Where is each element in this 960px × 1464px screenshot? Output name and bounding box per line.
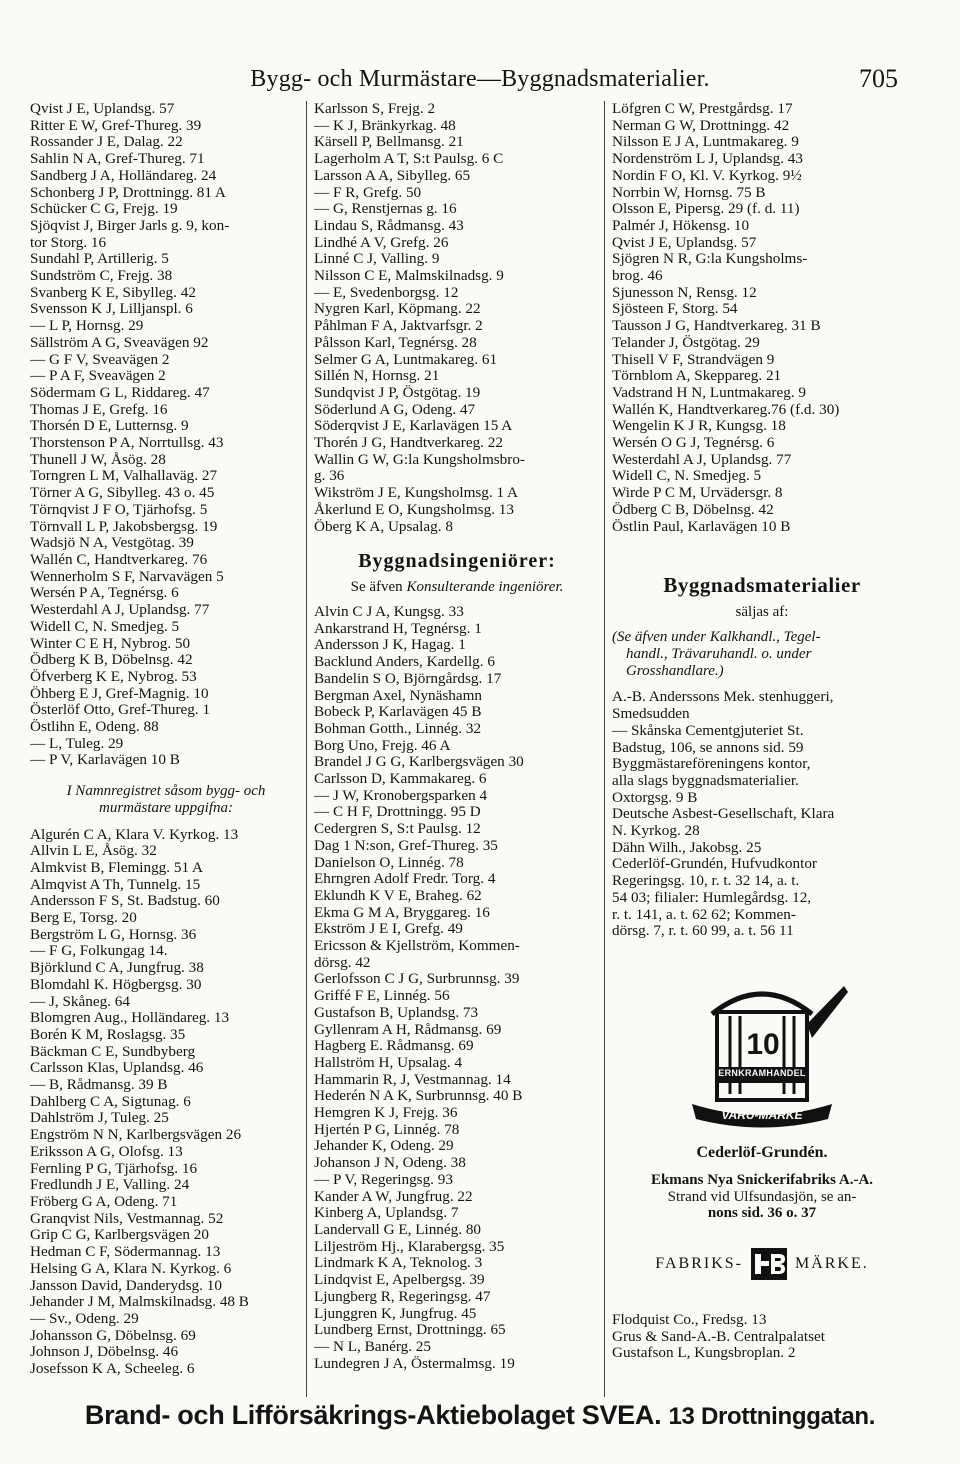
directory-entry: Gustafson L, Kungsbroplan. 2 — [612, 1345, 796, 1362]
directory-entry: Almkvist B, Flemingg. 51 A — [30, 859, 203, 876]
directory-entry: N. Kyrkog. 28 — [612, 823, 700, 840]
directory-entry: — Skånska Cementgjuteriet St. — [612, 722, 804, 739]
directory-entry: Eklundh K V E, Braheg. 62 — [314, 887, 482, 904]
column-1 — [30, 101, 302, 1378]
directory-entry: — J, Skåneg. 64 — [30, 993, 130, 1010]
directory-entry: Gustafson B, Uplandsg. 73 — [314, 1004, 479, 1021]
directory-entry: Karlsson S, Frejg. 2 — [314, 101, 436, 117]
directory-entry: Eriksson A G, Olofsg. 13 — [30, 1143, 183, 1160]
directory-entry: Wallén C, Handtverkareg. 76 — [30, 551, 208, 568]
footer-address: 13 Drottninggatan. — [668, 1403, 876, 1430]
directory-entry: Engström N N, Karlbergsvägen 26 — [30, 1127, 242, 1144]
directory-entry: Thorén J G, Handtverkareg. 22 — [314, 435, 503, 452]
materials-list — [612, 689, 912, 940]
directory-entry: Hammarin R, J, Vestmannag. 14 — [314, 1071, 511, 1088]
directory-entry: Jansson David, Danderydsg. 10 — [30, 1277, 222, 1294]
directory-entry: Österlöf Otto, Gref-Thureg. 1 — [30, 702, 211, 719]
column-divider — [306, 101, 307, 1397]
directory-entry: Bobeck P, Karlavägen 45 B — [314, 704, 482, 721]
see-also-link: Konsulterande ingeniörer. — [406, 579, 564, 596]
directory-entry: Olsson E, Pipersg. 29 (f. d. 11) — [612, 201, 800, 218]
directory-entry: Nordin F O, Kl. V. Kyrkog. 9½ — [612, 167, 802, 184]
ekman-line-3: nons sid. 36 o. 37 — [707, 1205, 817, 1222]
builder-list-b — [30, 827, 302, 1378]
directory-entry: Wersén O G J, Tegnérsg. 6 — [612, 435, 775, 452]
directory-entry: Sundström C, Frejg. 38 — [30, 268, 173, 285]
directory-entry: Ljunggren K, Jungfrug. 45 — [314, 1305, 477, 1322]
directory-entry: Smedsudden — [612, 706, 690, 723]
directory-entry: Wadsjö N A, Vestgötag. 39 — [30, 535, 194, 552]
directory-entry: Östlin Paul, Karlavägen 10 B — [612, 518, 791, 535]
directory-entry: Thorstenson P A, Norrtullsg. 43 — [30, 435, 224, 452]
column-3 — [612, 101, 912, 1362]
logo-banner: VARU-MÄRKE — [721, 1107, 803, 1122]
directory-entry: — P V, Regeringsg. 93 — [314, 1171, 453, 1188]
directory-entry: Kinberg A, Uplandsg. 7 — [314, 1205, 459, 1222]
directory-entry: Cederlöf-Grundén, Hufvudkontor — [612, 856, 817, 873]
directory-entry: — P V, Karlavägen 10 B — [30, 752, 180, 769]
watering-can-logo — [672, 954, 852, 1134]
directory-entry: Sundahl P, Artillerig. 5 — [30, 251, 169, 268]
directory-entry: Fredlundh J E, Valling. 24 — [30, 1177, 190, 1194]
directory-entry: Palmér J, Hökensg. 10 — [612, 217, 750, 234]
directory-entry: Borén K M, Roslagsg. 35 — [30, 1026, 186, 1043]
directory-entry: Lundberg Ernst, Drottningg. 65 — [314, 1322, 506, 1339]
directory-entry: Törner A G, Sibylleg. 43 o. 45 — [30, 485, 215, 502]
directory-entry: Påhlman F A, Jaktvarfsgr. 2 — [314, 318, 483, 335]
directory-entry: Gerlofsson C J G, Surbrunnsg. 39 — [314, 971, 520, 988]
page-footer — [0, 1400, 960, 1440]
directory-entry: Wallén K, Handtverkareg.76 (f.d. 30) — [612, 401, 840, 418]
directory-entry: Nygren Karl, Köpmang. 22 — [314, 301, 481, 318]
directory-entry: Ljungberg R, Regeringsg. 47 — [314, 1288, 491, 1305]
directory-entry: Thorsén D E, Lutternsg. 9 — [30, 418, 189, 435]
directory-entry: Lindmark K A, Teknolog. 3 — [314, 1255, 483, 1272]
directory-entry: Sillén N, Hornsg. 21 — [314, 368, 440, 385]
footer-company: Brand- och Lifförsäkrings-Aktiebolaget SVEA. — [84, 1400, 662, 1430]
directory-entry: r. t. 141, a. t. 62 62; Kommen- — [612, 906, 796, 923]
directory-entry: Thomas J E, Grefg. 16 — [30, 401, 168, 418]
directory-entry: Ekma G M A, Bryggareg. 16 — [314, 904, 490, 921]
directory-entry: Winter C E H, Nybrog. 50 — [30, 635, 191, 652]
directory-entry: Bandelin S O, Björngårdsg. 17 — [314, 670, 502, 687]
directory-entry: Bohman Gotth., Linnég. 32 — [314, 720, 482, 737]
directory-entry: — F R, Grefg. 50 — [314, 184, 422, 201]
page-number: 705 — [859, 64, 898, 93]
directory-entry: 54 03; filialer: Humlegårdsg. 12, — [612, 889, 812, 906]
directory-entry: Törnblom A, Skeppareg. 21 — [612, 368, 782, 385]
directory-entry: Törnvall L P, Jakobsbergsg. 19 — [30, 518, 218, 535]
directory-entry: — L, Tuleg. 29 — [30, 735, 124, 752]
directory-entry: Schücker C G, Frejg. 19 — [30, 201, 178, 218]
directory-entry: Johnson J, Döbelnsg. 46 — [30, 1344, 179, 1361]
directory-entry: tor Storg. 16 — [30, 234, 107, 251]
register-note-line-1: I Namnregistret såsom bygg- och — [66, 783, 266, 800]
directory-entry: Schonberg J P, Drottningg. 81 A — [30, 184, 226, 201]
materials-list-b — [612, 1312, 912, 1362]
materials-see-also-2: handl., Trävaruhandl. o. under — [626, 645, 812, 662]
directory-entry: Nerman G W, Drottningg. 42 — [612, 117, 790, 134]
register-note-line-2: murmästare uppgifna: — [98, 799, 234, 816]
logo-number: 10 — [746, 1027, 780, 1061]
directory-entry: Sjunesson N, Rensg. 12 — [612, 284, 757, 301]
directory-entry: Sandberg J A, Holländareg. 24 — [30, 167, 217, 184]
directory-entry: Sundqvist J P, Östgötag. 19 — [314, 384, 481, 401]
directory-entry: Sällström A G, Sveavägen 92 — [30, 334, 209, 351]
directory-entry: Allvin L E, Åsög. 32 — [30, 843, 157, 860]
directory-entry: Östlihn E, Odeng. 88 — [30, 719, 159, 736]
directory-entry: Pålsson Karl, Tegnérsg. 28 — [314, 334, 477, 351]
directory-entry: Dahlström J, Tuleg. 25 — [30, 1110, 169, 1127]
builder-list-d — [612, 101, 912, 535]
engineer-list — [314, 604, 600, 1372]
directory-entry: Grip C G, Karlbergsvägen 20 — [30, 1227, 209, 1244]
directory-entry: — N L, Banérg. 25 — [314, 1338, 431, 1355]
directory-entry: Ekström J E I, Grefg. 49 — [314, 921, 463, 938]
directory-entry: Lagerholm A T, S:t Paulsg. 6 C — [314, 151, 504, 168]
see-also-prefix: Se äfven — [350, 579, 403, 596]
directory-entry: Sjösteen F, Storg. 54 — [612, 301, 738, 318]
directory-entry: — Sv., Odeng. 29 — [30, 1310, 139, 1327]
directory-entry: Hedman C F, Södermannag. 13 — [30, 1244, 221, 1261]
directory-entry: — L P, Hornsg. 29 — [30, 318, 144, 335]
directory-entry: Widell C, N. Smedjeg. 5 — [612, 468, 762, 485]
directory-entry: Söderqvist J E, Karlavägen 15 A — [314, 418, 513, 435]
directory-entry: Kärsell P, Bellmansg. 21 — [314, 134, 464, 151]
engineers-see-also — [314, 579, 600, 596]
directory-entry: Gyllenram A H, Rådmansg. 69 — [314, 1021, 502, 1038]
directory-entry: Widell C, N. Smedjeg. 5 — [30, 618, 180, 635]
builder-list-a — [30, 101, 302, 769]
materials-see-also-3: Grosshandlare.) — [626, 662, 724, 679]
section-heading-materials: Byggnadsmaterialier — [663, 573, 861, 598]
section-heading-engineers: Byggnadsingeniörer: — [358, 550, 556, 573]
directory-entry: Lundegren J A, Östermalmsg. 19 — [314, 1355, 515, 1372]
logo-band-text: ERNKRAMHANDEL — [718, 1067, 806, 1078]
directory-entry: Bergman Axel, Nynäshamn — [314, 687, 483, 704]
directory-entry: Ankarstrand H, Tegnérsg. 1 — [314, 620, 482, 637]
directory-entry: Hjertén P G, Linnég. 78 — [314, 1121, 460, 1138]
directory-entry: Södermam G L, Riddareg. 47 — [30, 384, 210, 401]
directory-entry: g. 36 — [314, 468, 345, 485]
trademark-icon — [749, 1244, 789, 1284]
directory-entry: Griffé F E, Linnég. 56 — [314, 988, 450, 1005]
directory-entry: Vadstrand H N, Luntmakareg. 9 — [612, 384, 807, 401]
directory-entry: Algurén C A, Klara V. Kyrkog. 13 — [30, 826, 239, 843]
directory-entry: Bergström L G, Hornsg. 36 — [30, 926, 197, 943]
directory-entry: Wallin G W, G:la Kungsholmsbro- — [314, 451, 525, 468]
directory-entry: Hederén N A K, Surbrunnsg. 40 B — [314, 1088, 523, 1105]
directory-entry: A.-B. Anderssons Mek. stenhuggeri, — [612, 689, 834, 706]
directory-entry: Lindqvist E, Apelbergsg. 39 — [314, 1272, 485, 1289]
directory-entry: dörsg. 7, r. t. 60 99, a. t. 56 11 — [612, 923, 794, 940]
directory-entry: Tausson J G, Handtverkareg. 31 B — [612, 318, 821, 335]
directory-entry: Helsing G A, Klara N. Kyrkog. 6 — [30, 1260, 232, 1277]
directory-entry: Hagberg E. Rådmansg. 69 — [314, 1038, 474, 1055]
directory-entry: Carlsson D, Kammakareg. 6 — [314, 771, 487, 788]
directory-entry: Oxtorgsg. 9 B — [612, 789, 698, 806]
directory-entry: Byggmästareföreningens kontor, — [612, 756, 811, 773]
directory-entry: Dähn Wilh., Jakobsg. 25 — [612, 839, 762, 856]
page-header — [0, 60, 960, 100]
directory-entry: Blomdahl K. Högbergsg. 30 — [30, 976, 202, 993]
directory-entry: Cedergren S, S:t Paulsg. 12 — [314, 821, 481, 838]
directory-entry: Thisell V F, Strandvägen 9 — [612, 351, 775, 368]
directory-entry: Brandel J G G, Karlbergsvägen 30 — [314, 754, 524, 771]
directory-entry: Rossander J E, Dalag. 22 — [30, 134, 183, 151]
directory-entry: Backlund Anders, Kardellg. 6 — [314, 654, 495, 671]
directory-entry: Deutsche Asbest-Gesellschaft, Klara — [612, 806, 835, 823]
directory-entry: Jehander J M, Malmskilnadsg. 48 B — [30, 1294, 249, 1311]
trademark-right: MÄRKE. — [794, 1255, 869, 1273]
directory-entry: Andersson J K, Hagag. 1 — [314, 637, 466, 654]
directory-entry: Ehrngren Adolf Fredr. Torg. 4 — [314, 871, 496, 888]
directory-entry: Borg Uno, Frejg. 46 A — [314, 737, 451, 754]
directory-entry: Johanson J N, Odeng. 38 — [314, 1155, 466, 1172]
directory-entry: Carlsson Klas, Uplandsg. 46 — [30, 1060, 204, 1077]
directory-entry: Berg E, Torsg. 20 — [30, 910, 137, 927]
column-2 — [314, 101, 600, 1372]
directory-entry: Fröberg G A, Odeng. 71 — [30, 1194, 178, 1210]
directory-entry: Telander J, Östgötag. 29 — [612, 334, 760, 351]
directory-entry: Fernling P G, Tjärhofsg. 16 — [30, 1160, 198, 1177]
directory-entry: Selmer G A, Luntmakareg. 61 — [314, 351, 498, 368]
ekman-line-1: Ekmans Nya Snickerifabriks A.-A. — [650, 1171, 874, 1188]
directory-entry: Öberg K A, Upsalag. 8 — [314, 518, 453, 535]
directory-entry: Blomgren Aug., Holländareg. 13 — [30, 1010, 230, 1027]
directory-entry: Regeringsg. 10, r. t. 32 14, a. t. — [612, 873, 800, 890]
directory-entry: Badstug, 106, se annons sid. 59 — [612, 739, 804, 756]
directory-entry: Qvist J E, Uplandsg. 57 — [30, 101, 175, 117]
directory-entry: Landervall G E, Linnég. 80 — [314, 1222, 482, 1238]
directory-entry: Ericsson & Kjellström, Kommen- — [314, 938, 520, 955]
materials-see-also-1: (Se äfven under Kalkhandl., Tegel- — [612, 629, 821, 646]
directory-entry: Westerdahl A J, Uplandsg. 77 — [30, 602, 210, 619]
directory-entry: Sahlin N A, Gref-Thureg. 71 — [30, 151, 205, 168]
directory-entry: Nilsson C E, Malmskilnadsg. 9 — [314, 268, 504, 285]
directory-entry: Jehander K, Odeng. 29 — [314, 1138, 454, 1155]
ekman-line-2: Strand vid Ulfsundasjön, se an- — [667, 1188, 857, 1205]
trademark-left: FABRIKS- — [655, 1255, 743, 1273]
directory-entry: Norrbin W, Hornsg. 75 B — [612, 184, 766, 201]
directory-entry: Löfgren C W, Prestgårdsg. 17 — [612, 101, 793, 117]
directory-entry: Lindau S, Rådmansg. 43 — [314, 217, 464, 234]
directory-entry: — K J, Bränkyrkag. 48 — [314, 117, 456, 134]
directory-entry: Wennerholm S F, Narvavägen 5 — [30, 568, 224, 585]
directory-entry: Westerdahl A J, Uplandsg. 77 — [612, 451, 792, 468]
builder-list-c — [314, 101, 600, 535]
directory-entry: Hallström H, Upsalag. 4 — [314, 1054, 463, 1071]
directory-entry: Ritter E W, Gref-Thureg. 39 — [30, 117, 202, 134]
materials-subheading: säljas af: — [735, 604, 789, 621]
directory-entry: Nilsson E J A, Luntmakareg. 9 — [612, 134, 799, 151]
directory-entry: Dag 1 N:son, Gref-Thureg. 35 — [314, 837, 498, 854]
directory-entry: Wengelin K J R, Kungsg. 18 — [612, 418, 786, 435]
directory-entry: Granqvist Nils, Vestmannag. 52 — [30, 1210, 224, 1227]
directory-entry: Danielson O, Linnég. 78 — [314, 854, 464, 871]
directory-entry: Andersson F S, St. Badstug. 60 — [30, 893, 220, 910]
directory-entry: — J W, Kronobergsparken 4 — [314, 787, 488, 804]
directory-entry: Björklund C A, Jungfrug. 38 — [30, 960, 204, 977]
directory-entry: Wirde P C M, Urvädersgr. 8 — [612, 485, 783, 502]
directory-entry: dörsg. 42 — [314, 954, 371, 971]
directory-entry: Svensson K J, Lilljanspl. 6 — [30, 301, 193, 318]
directory-entry: Svanberg K E, Sibylleg. 42 — [30, 284, 196, 301]
directory-entry: — P A F, Sveavägen 2 — [30, 368, 166, 385]
directory-entry: — G F V, Sveavägen 2 — [30, 351, 170, 368]
directory-entry: Hemgren K J, Frejg. 36 — [314, 1105, 458, 1122]
directory-entry: brog. 46 — [612, 268, 663, 285]
page-title: Bygg- och Murmästare—Byggnadsmaterialier. — [250, 66, 710, 92]
directory-entry: Thunell J W, Åsög. 28 — [30, 451, 166, 468]
directory-entry: — E, Svedenborgsg. 12 — [314, 284, 459, 301]
directory-entry: — G, Renstjernas g. 16 — [314, 201, 457, 218]
directory-entry: Dahlberg C A, Sigtunag. 6 — [30, 1093, 191, 1110]
directory-entry: alla slags byggnadsmaterialier. — [612, 772, 799, 789]
directory-entry: Linné C J, Valling. 9 — [314, 251, 440, 268]
directory-entry: Johansson G, Döbelnsg. 69 — [30, 1327, 196, 1344]
directory-entry: Alvin C J A, Kungsg. 33 — [314, 603, 464, 620]
trademark-block — [612, 1244, 912, 1284]
directory-entry: Lindhé A V, Grefg. 26 — [314, 234, 449, 251]
directory-entry: Sjögren N R, G:la Kungsholms- — [612, 251, 808, 268]
logo-caption: Cederlöf-Grundén. — [696, 1143, 828, 1161]
directory-entry: Qvist J E, Uplandsg. 57 — [612, 234, 757, 251]
directory-entry: Bäckman C E, Sundbyberg — [30, 1043, 196, 1060]
directory-entry: Grus & Sand-A.-B. Centralpalatset — [612, 1328, 826, 1345]
directory-entry: Ödberg C B, Döbelnsg. 42 — [612, 501, 774, 518]
directory-entry: Liljeström Hj., Klarabergsg. 35 — [314, 1238, 505, 1255]
directory-entry: Almqvist A Th, Tunnelg. 15 — [30, 876, 201, 893]
directory-entry: Wikström J E, Kungsholmsg. 1 A — [314, 485, 519, 502]
directory-entry: Öfverberg K E, Nybrog. 53 — [30, 668, 197, 685]
directory-entry: Nordenström L J, Uplandsg. 43 — [612, 151, 803, 168]
directory-entry: Åkerlund E O, Kungsholmsg. 13 — [314, 501, 514, 518]
directory-entry: — F G, Folkungag 14. — [30, 943, 168, 960]
directory-entry: Sjöqvist J, Birger Jarls g. 9, kon- — [30, 217, 230, 234]
directory-entry: Törnqvist J F O, Tjärhofsg. 5 — [30, 501, 208, 518]
directory-entry: — B, Rådmansg. 39 B — [30, 1077, 168, 1094]
directory-entry: Öhberg E J, Gref-Magnig. 10 — [30, 685, 209, 702]
directory-entry: Flodquist Co., Fredsg. 13 — [612, 1312, 767, 1329]
directory-entry: Ödberg K B, Döbelnsg. 42 — [30, 652, 193, 669]
directory-entry: Larsson A A, Sibylleg. 65 — [314, 167, 471, 184]
directory-entry: Wersén P A, Tegnérsg. 6 — [30, 585, 179, 602]
directory-entry: Josefsson K A, Scheeleg. 6 — [30, 1361, 195, 1378]
column-divider — [604, 101, 605, 1397]
directory-entry: Kander A W, Jungfrug. 22 — [314, 1188, 473, 1205]
directory-entry: — C H F, Drottningg. 95 D — [314, 804, 481, 821]
directory-entry: Torngren L M, Valhallaväg. 27 — [30, 468, 218, 485]
directory-entry: Söderlund A G, Odeng. 47 — [314, 401, 476, 418]
